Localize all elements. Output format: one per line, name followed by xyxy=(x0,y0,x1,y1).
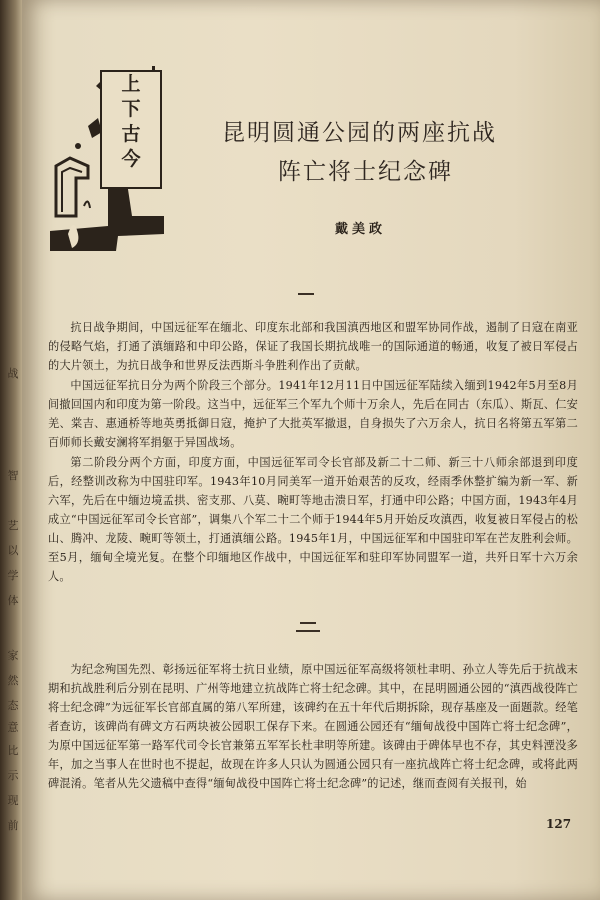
prev-page-char: 示 xyxy=(7,769,19,782)
column-logo-char: 今 xyxy=(121,148,141,170)
prev-page-char: 体 xyxy=(7,594,19,607)
prev-page-char: 学 xyxy=(7,569,19,582)
section-heading-1 xyxy=(298,293,314,295)
prev-page-char: 意 xyxy=(7,721,19,734)
column-logo-char: 下 xyxy=(121,98,141,120)
prev-page-char: 家 xyxy=(7,649,19,662)
column-logo-label xyxy=(100,70,162,189)
prev-page-char: 前 xyxy=(7,819,19,832)
paragraph: 抗日战争期间，中国远征军在缅北、印度东北部和我国滇西地区和盟军协同作战，遏制了日寇在南亚的侵略气焰，打通了滇缅路和中印公路，保证了我国长期抗战唯一的国际通道的畅通，收复了被日军侵占的大片领土，为抗日战争和世界反法西斯斗争胜利作出了贡献。 xyxy=(48,321,578,372)
prev-page-char: 态 xyxy=(7,699,19,712)
article-title-line-2: 阵亡将士纪念碑 xyxy=(278,159,453,185)
column-logo-char: 上 xyxy=(121,73,141,95)
paragraph: 第二阶段分两个方面，印度方面，中国远征军司令长官部及新二十二师、新三十八师余部退到印度后，经整训改称为中国驻印军。1943年10月同美军一道开始艰苦的反攻，经雨季休整扩编为新一军、新六军，先后在中缅边境孟拱、密支那、八莫、畹町等地击溃日军，打通中印公路；中国方面，1943年4月成立“中国远征军司令长官部”，调集八个军二十二个师于1944年5月开始反攻滇西，收复被日军侵占的松山、腾冲、龙陵、畹町等领土，打通滇缅公路。1945年1月，中国远征军和中国驻印军在芒友胜利会师。至5月，缅甸全境光复。在整个印缅地区作战中，中国远征军和驻印军协同盟军一道，共歼日军十六万余人。 xyxy=(48,456,578,583)
prev-page-char: 以 xyxy=(7,544,19,557)
column-logo-char: 古 xyxy=(121,123,141,145)
prev-page-char: 战 xyxy=(7,367,19,380)
prev-page-char: 艺 xyxy=(7,519,19,532)
article-author: 戴美政 xyxy=(335,222,387,237)
prev-page-char: 比 xyxy=(7,744,19,757)
article-title-line-1: 昆明圆通公园的两座抗战 xyxy=(222,120,497,146)
paragraph: 中国远征军抗日分为两个阶段三个部分。1941年12月11日中国远征军陆续入缅到1942年5月至8月间撤回国内和印度为第一阶段。这当中，远征军三个军九个师十万余人，先后在同古（东瓜）、斯瓦、仁安羌、棠吉、惠通桥等地英勇抵御日寇，掩护了大批英军撤退，自身损失了六万余人，抗日名将第五军第二百师师长戴安澜将军捐躯于异国战场。 xyxy=(48,379,578,449)
paragraph: 为纪念殉国先烈、彰扬远征军将士抗日业绩，原中国远征军高级将领杜聿明、孙立人等先后于抗战末期和抗战胜利后分别在昆明、广州等地建立抗战阵亡将士纪念碑。其中，在昆明圆通公园的“滇西战役阵亡将士纪念碑”为远征军长官部直属的第八军所建，该碑约在五十年代后期拆除，现存基座及一面题款。经笔者查访，该碑尚有碑文方石两块被公园职工保存下来。在圆通公园还有“缅甸战役中国阵亡将士纪念碑”，为原中国远征军第一路军代司令长官兼第五军军长杜聿明等所建。该碑由于碑体早也不存，其史料湮没多年，加之当事人在世时也不提起，故现在许多人只认为圆通公园只有一座抗战阵亡将士纪念碑，或将此两碑混淆。笔者从先父遗稿中查得“缅甸战役中国阵亡将士纪念碑”的记述，继而查阅有关报刊，始 xyxy=(48,663,578,790)
prev-page-char: 智 xyxy=(7,469,19,482)
prev-page-char: 然 xyxy=(7,674,19,687)
page-number: 127 xyxy=(546,817,572,831)
prev-page-char: 现 xyxy=(7,794,19,807)
previous-page-edge xyxy=(0,0,22,900)
section-heading-2 xyxy=(296,622,322,632)
